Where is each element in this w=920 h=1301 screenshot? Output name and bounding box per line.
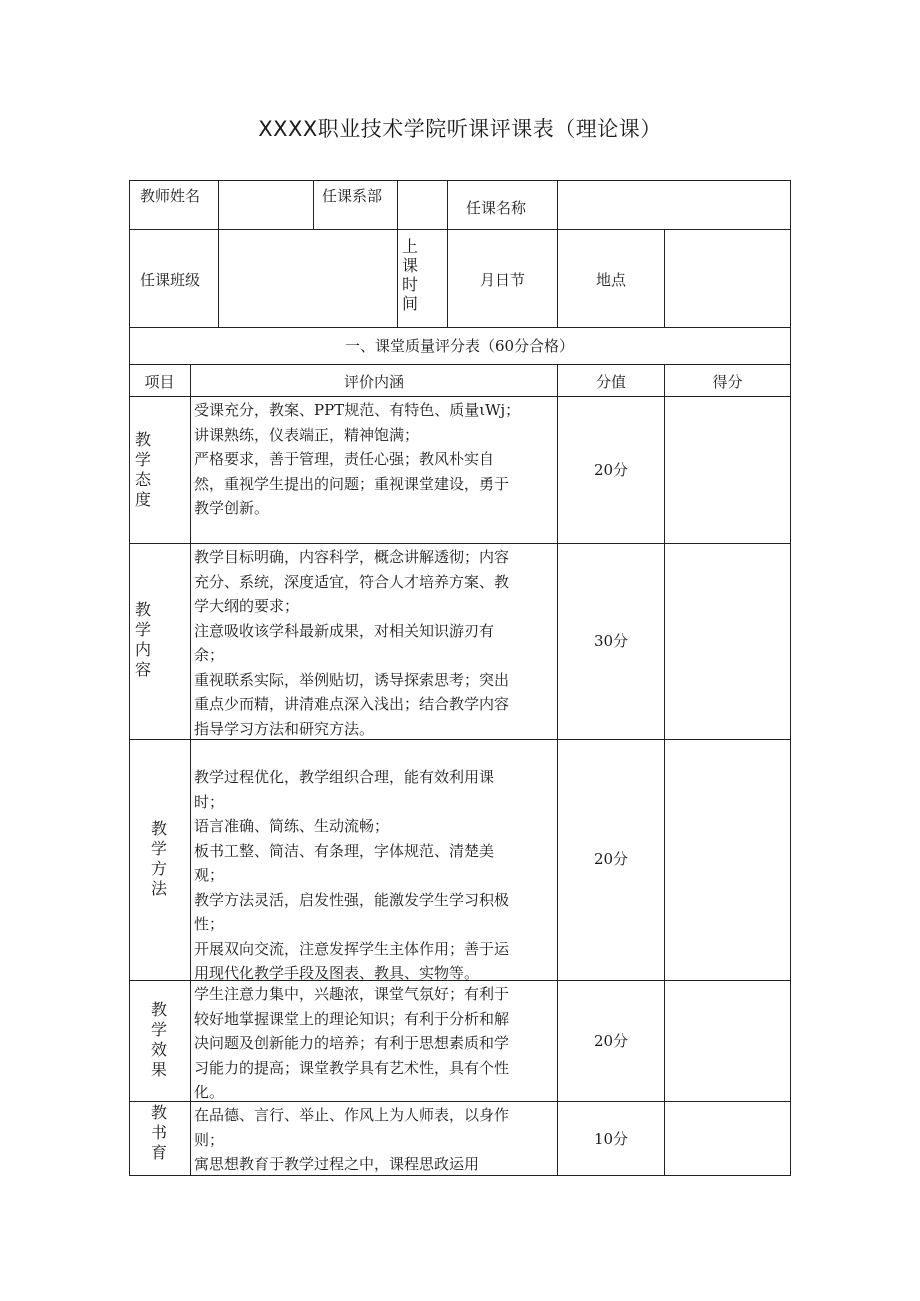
content-line: 则； xyxy=(194,1130,225,1149)
course-name-label: 任课名称 xyxy=(466,199,527,217)
content-line: 受课充分，教案、PPT规范、有特色、质量ιWj； xyxy=(194,401,521,419)
content-line: 教学创新。 xyxy=(194,499,270,517)
row-item-method: 教学方法 xyxy=(151,819,168,898)
content-line: 化。 xyxy=(194,1083,225,1101)
content-line: 学大纲的要求； xyxy=(194,597,300,615)
row-content-effect xyxy=(190,982,557,1105)
course-name-field[interactable] xyxy=(558,181,790,229)
page-title: XXXX职业技术学院听课评课表（理论课） xyxy=(258,117,662,141)
row-score-education: 10分 xyxy=(593,1130,629,1148)
content-line: 然，重视学生提出的问题；重视课堂建设，勇于 xyxy=(194,474,510,493)
content-line: 用现代化教学手段及图表、教具、实物等。 xyxy=(194,964,480,982)
content-line: 在品德、言行、举止、作风上为人师表，以身作 xyxy=(194,1106,510,1124)
column-header-item: 项目 xyxy=(144,373,175,391)
content-line: 严格要求，善于管理，责任心强；教风朴实自 xyxy=(194,450,495,468)
content-line: 教学方法灵活，启发性强，能激发学生学习积极 xyxy=(194,890,510,909)
content-line: 指导学习方法和研究方法。 xyxy=(194,719,375,738)
row-got-education[interactable] xyxy=(665,1102,790,1175)
row-item-attitude: 教学态度 xyxy=(135,430,152,509)
department-label: 任课系部 xyxy=(322,187,383,205)
content-line: 板书工整、简洁、有条理，字体规范、清楚美 xyxy=(194,841,495,860)
row-got-method[interactable] xyxy=(665,740,790,980)
row-score-content: 30分 xyxy=(593,632,629,650)
content-line: 开展双向交流，注意发挥学生主体作用；善于运 xyxy=(194,939,510,958)
department-field[interactable] xyxy=(398,181,447,229)
row-score-method: 20分 xyxy=(593,850,629,868)
content-line: 寓思想教育于教学过程之中，课程思政运用 xyxy=(194,1155,480,1173)
location-label: 地点 xyxy=(595,271,626,289)
row-item-content: 教学内容 xyxy=(135,600,152,679)
content-line: 习能力的提高；课堂教学具有艺术性，具有个性 xyxy=(194,1058,510,1077)
class-label: 任课班级 xyxy=(140,271,201,289)
content-line: 重点少而精，讲清难点深入浅出；结合教学内容 xyxy=(194,695,510,713)
content-line: 时； xyxy=(194,792,225,811)
content-line: 观； xyxy=(194,866,225,884)
date-label: 月日节 xyxy=(479,271,525,289)
row-got-content[interactable] xyxy=(665,544,790,739)
row-score-effect: 20分 xyxy=(593,1032,629,1050)
content-line: 语言准确、简练、生动流畅； xyxy=(194,817,390,835)
row-content-content xyxy=(190,545,557,741)
row-score-attitude: 20分 xyxy=(593,461,629,479)
content-line: 教学目标明确，内容科学，概念讲解透彻；内容 xyxy=(194,548,510,566)
content-line: 重视联系实际，举例贴切，诱导探索思考；突出 xyxy=(194,670,510,689)
section-title: 一、课堂质量评分表（60分合格） xyxy=(344,337,575,355)
content-line: 讲课熟练，仪表端正，精神饱满； xyxy=(194,425,420,444)
row-item-effect: 教学效果 xyxy=(151,1000,168,1079)
content-line: 决问题及创新能力的培养；有利于思想素质和学 xyxy=(194,1034,510,1052)
content-line: 较好地掌握课堂上的理论知识；有利于分析和解 xyxy=(194,1009,510,1028)
teacher-name-label: 教师姓名 xyxy=(140,187,201,205)
content-line: 充分、系统，深度适宜，符合人才培养方案、教 xyxy=(194,572,510,591)
class-time-label: 上课时间 xyxy=(402,237,419,313)
class-field[interactable] xyxy=(219,230,397,327)
row-got-attitude[interactable] xyxy=(665,397,790,543)
content-line: 余； xyxy=(194,646,225,664)
column-header-score: 分值 xyxy=(595,373,626,391)
teacher-name-field[interactable] xyxy=(219,181,313,229)
content-line: 学生注意力集中，兴趣浓，课堂气氛好；有利于 xyxy=(194,985,510,1003)
content-line: 注意吸收该学科最新成果，对相关知识游刃有 xyxy=(194,621,495,640)
content-line: 性； xyxy=(194,915,225,933)
content-line: 教学过程优化，教学组织合理，能有效利用课 xyxy=(194,768,495,786)
row-item-education: 教书育 xyxy=(151,1103,168,1162)
row-content-method xyxy=(190,765,557,986)
location-field[interactable] xyxy=(665,230,790,327)
row-content-education xyxy=(190,1103,557,1177)
column-header-content: 评价内涵 xyxy=(343,373,404,391)
row-content-attitude xyxy=(190,398,557,521)
row-got-effect[interactable] xyxy=(665,981,790,1101)
column-header-got: 得分 xyxy=(712,373,743,391)
